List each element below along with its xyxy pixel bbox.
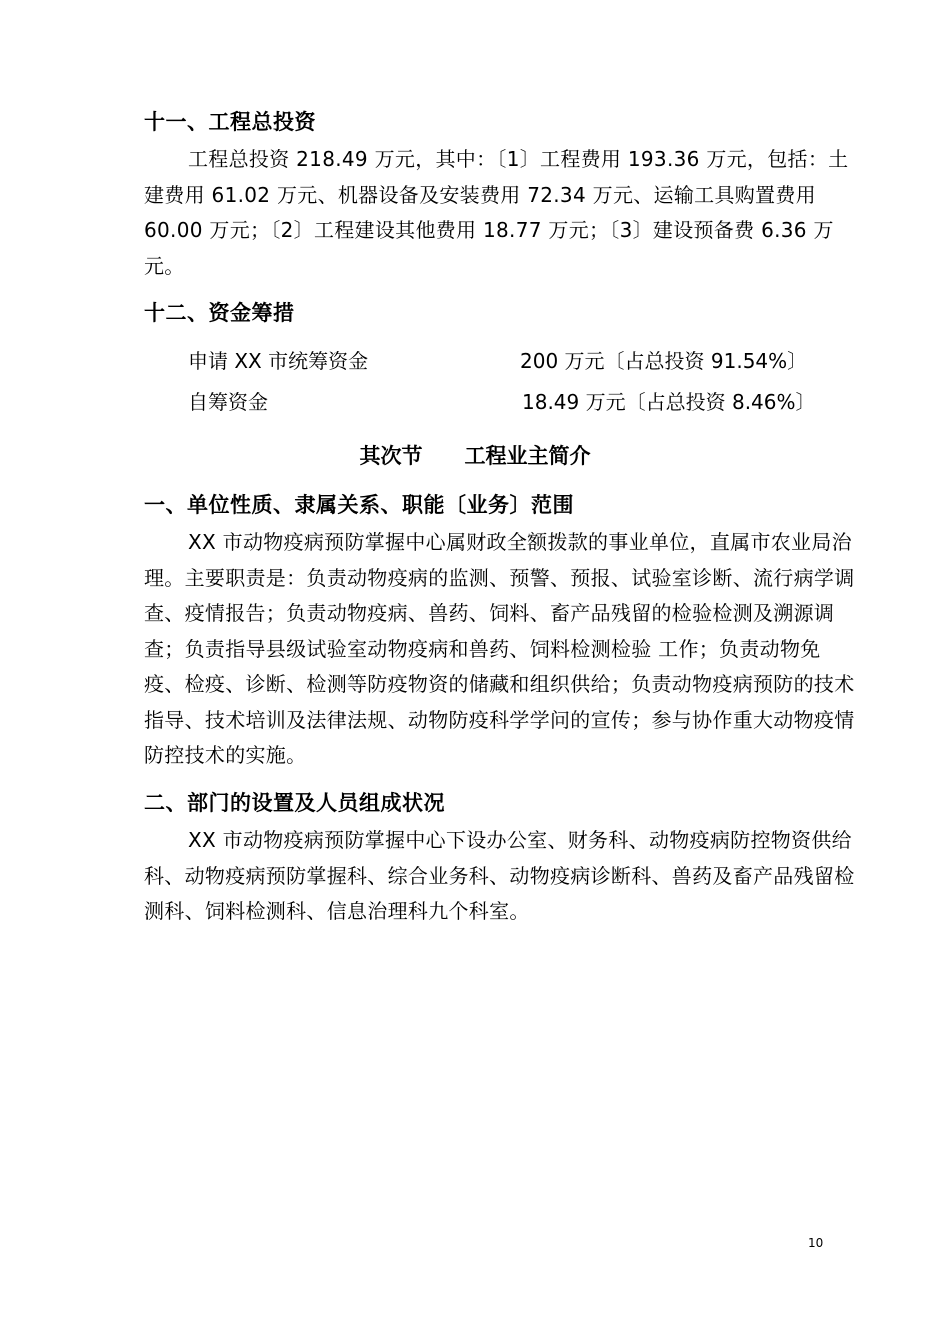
section-11-heading: 十一、工程总投资 xyxy=(144,110,316,134)
funding-row-value: 18.49 万元〔占总投资 8.46%〕 xyxy=(522,390,816,414)
funding-row-label: 申请 XX 市统筹资金 xyxy=(188,349,369,373)
section-title: 其次节 工程业主简介 xyxy=(359,444,591,468)
subsection-2-heading: 二、部门的设置及人员组成状况 xyxy=(144,791,445,815)
section-12-heading: 十二、资金筹措 xyxy=(144,301,295,325)
subsection-1-heading: 一、单位性质、隶属关系、职能〔业务〕范围 xyxy=(144,493,574,517)
funding-row-label: 自筹资金 xyxy=(188,390,268,414)
funding-row-value: 200 万元〔占总投资 91.54%〕 xyxy=(520,349,808,373)
section-11-body: 工程总投资 218.49 万元，其中：〔1〕工程费用 193.36 万元，包括：土建费用 61.02 万元、机器设备及安装费用 72.34 万元、运输工具购置费用 60.00 万元；〔2〕工程建设其他费用 18.77 万元；〔3〕建设预备费 6.36 万元。 xyxy=(144,147,849,278)
page-number: 10 xyxy=(808,1236,824,1250)
subsection-1-body: XX 市动物疫病预防掌握中心属财政全额拨款的事业单位，直属市农业局治理。主要职责是：负责动物疫病的监测、预警、预报、试验室诊断、流行病学调查、疫情报告；负责动物疫病、兽药、饲料、畜产品残留的检验检测及溯源调查；负责指导县级试验室动物疫病和兽药、饲料检测检验 工作；负责动物免疫、检疫、诊断、检测等防疫物资的储藏和组织供给；负责动物疫病预防的技术指导、技术培训及法律法规、动物防疫科学学问的宣传；参与协作重大动物疫情防控技术的实施。 xyxy=(144,530,855,767)
subsection-2-body: XX 市动物疫病预防掌握中心下设办公室、财务科、动物疫病防控物资供给科、动物疫病预防掌握科、综合业务科、动物疫病诊断科、兽药及畜产品残留检测科、饲料检测科、信息治理科九个科室。 xyxy=(144,828,855,923)
